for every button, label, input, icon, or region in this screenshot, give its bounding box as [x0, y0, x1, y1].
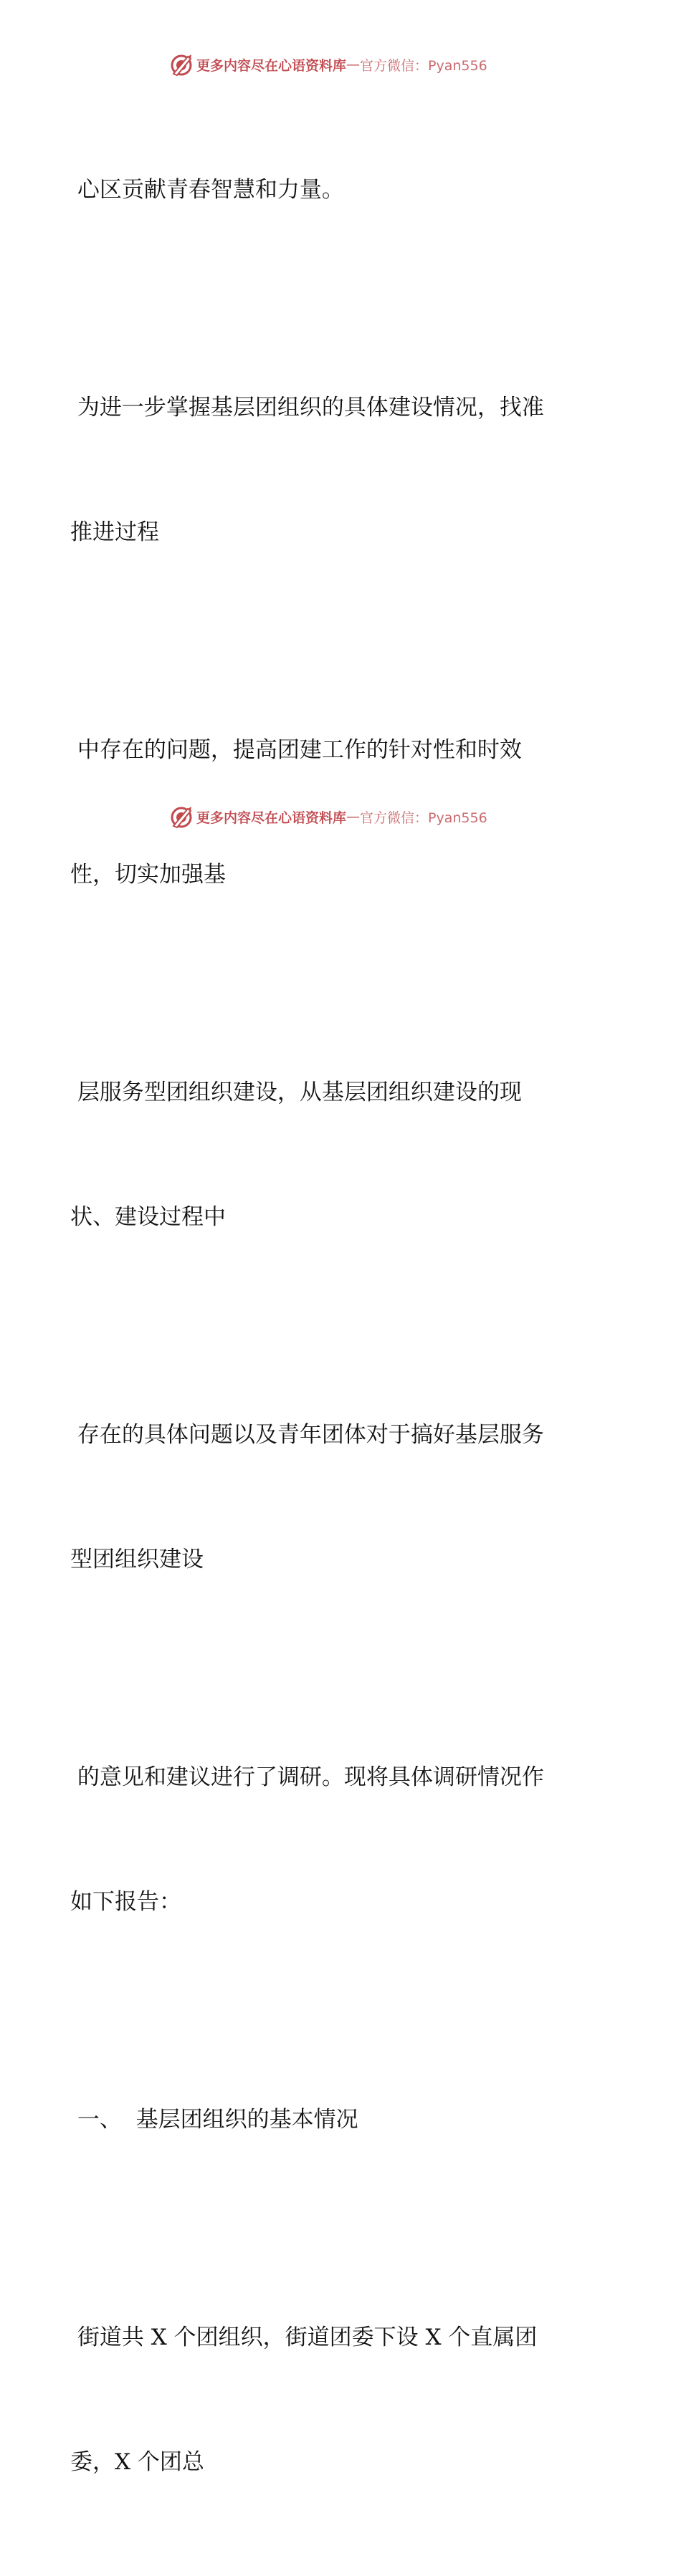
text-line: 如下报告： [70, 1889, 181, 1915]
text-line: 状、建设过程中 [70, 1204, 226, 1230]
paragraph [70, 1673, 615, 2006]
header-banner [169, 52, 487, 77]
text-line: 型团组织建设 [70, 1547, 204, 1572]
banner-separator: — [346, 809, 361, 825]
footer-banner [169, 804, 487, 830]
paragraph [70, 86, 615, 294]
text-line: 存在的具体问题以及青年团体对于搞好基层服务 [70, 1422, 544, 1448]
banner-wechat: 官方微信：Pyan556 [360, 57, 487, 74]
banner-separator: — [346, 57, 361, 72]
pen-logo-icon [169, 52, 194, 77]
paragraph [70, 2234, 615, 2566]
section-heading [70, 2016, 615, 2224]
text-line: 一、 基层团组织的基本情况 [70, 2107, 358, 2133]
banner-wechat: 官方微信：Pyan556 [360, 809, 487, 826]
paragraph [70, 989, 615, 1321]
text-line: 中存在的问题，提高团建工作的针对性和时效 [70, 737, 522, 763]
banner-site-name: 更多内容尽在心语资料库 [196, 809, 347, 826]
paragraph [70, 1331, 615, 1663]
text-line: 委，X 个团总 [70, 2449, 204, 2475]
text-line: 街道共 X 个团组织，街道团委下设 X 个直属团 [70, 2325, 538, 2350]
banner-site-name: 更多内容尽在心语资料库 [196, 57, 347, 74]
text-line: 层服务型团组织建设，从基层团组织建设的现 [70, 1080, 522, 1105]
text-line: 为进一步掌握基层团组织的具体建设情况，找准 [70, 395, 544, 420]
text-line: 推进过程 [70, 519, 159, 545]
text-line: 的意见和建议进行了调研。现将具体调研情况作 [70, 1764, 544, 1790]
text-line: 心区贡献青春智慧和力量。 [70, 177, 344, 203]
pen-logo-icon [169, 804, 194, 829]
text-line: 性，切实加强基 [70, 862, 226, 888]
document-body [70, 86, 615, 2576]
paragraph [70, 304, 615, 636]
